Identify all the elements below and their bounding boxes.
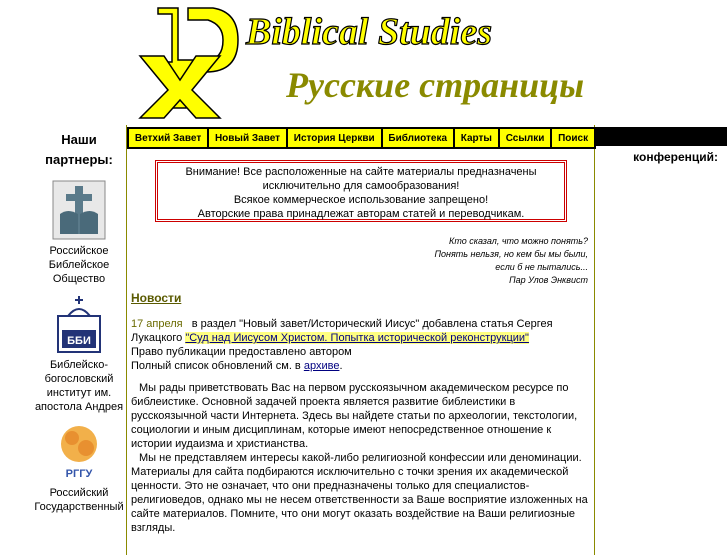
warning-line: исключительно для самообразования! [262,180,460,192]
news-title-link[interactable]: Новости [131,291,182,305]
partner-rggu[interactable] [30,422,128,514]
warning-line: Авторские права принадлежат авторам статей и переводчикам. [197,208,525,220]
nav-new-testament[interactable]: Новый Завет [209,129,286,147]
partners-sidebar [30,130,128,520]
intro-paragraph-1: Мы рады приветствовать Вас на первом русскоязычном академическом ресурсе по библеистике. Основной задачей проекта является развитие библеистики в русскоязычной части Интернета. Здесь вы найдете статьи по археологии, текстологии, социологии и иным дисциплинам, которые имеют непосредственное отношение к истории иудаизма и христианства. [131,382,578,450]
news-item [131,317,589,345]
rggu-logo-icon [52,422,106,482]
main-nav [127,127,596,149]
news-section [131,291,589,535]
news-note: Право публикации предоставлено автором [131,346,352,358]
partner-bbi[interactable] [30,294,128,414]
archive-line [131,359,589,373]
quote-line: если б не пытались... [495,262,588,272]
warning-line: Всякое коммерческое использование запрещено! [233,194,489,206]
rbo-logo-icon [52,180,106,240]
warning-line: Внимание! Все расположенные на сайте материалы предназначены [185,166,537,178]
nav-search[interactable]: Поиск [552,129,594,147]
bbi-logo-icon [52,294,106,354]
nav-maps[interactable]: Карты [455,129,498,147]
conferences-label: конференций: [633,150,718,164]
partner-rbo-name: Российское Библейское Общество [48,245,110,285]
news-date: 17 апреля [131,318,183,330]
copyright-warning [155,160,567,222]
site-title: Biblical Studies [246,11,492,53]
nav-church-history[interactable]: История Церкви [288,129,381,147]
quote-line: Понять нельзя, но кем бы мы были, [434,249,588,259]
news-text: в раздел "Новый завет/Исторический Иисус" добавлена статья Сергея Лукацкого [131,318,553,344]
quote-author: Пар Улов Энквист [509,275,588,285]
site-logo[interactable] [128,0,598,125]
epigraph-quote [434,235,588,287]
partners-title: Наши партнеры: [45,132,113,167]
archive-prefix: Полный список обновлений см. в [131,360,301,372]
partner-rggu-name: Российский Государственный [34,487,124,513]
chi-rho-icon [140,8,238,118]
quote-line: Кто сказал, что можно понять? [449,236,588,246]
intro-paragraph-2: Мы не представляем интересы какой-либо религиозной конфессии или деноминации. Материалы для сайта подбираются исключительно с точки зрения их академической ценности. Это не означает, что они предназначены только для специалистов-религиоведов, однако мы не несем ответственности за Ваше восприятие изложенных на сайте материалов. Помните, что они могут оказать воздействие на Ваши религиозные взгляды. [131,452,588,534]
bbi-logo-text: ББИ [67,335,91,347]
partner-rbo[interactable] [30,180,128,286]
archive-suffix: . [339,360,343,372]
right-bar [596,127,727,146]
partner-bbi-name: Библейско-богословский институт им. апостола Андрея [34,359,124,413]
rggu-logo-text: РГГУ [65,468,93,480]
archive-link[interactable]: архиве [303,360,340,372]
main-content [126,125,595,555]
nav-old-testament[interactable]: Ветхий Завет [129,129,207,147]
article-link[interactable]: "Суд над Иисусом Христом. Попытка исторической реконструкции" [185,332,529,344]
nav-links[interactable]: Ссылки [500,129,550,147]
nav-library[interactable]: Библиотека [383,129,453,147]
site-subtitle: Русские страницы [286,65,585,105]
